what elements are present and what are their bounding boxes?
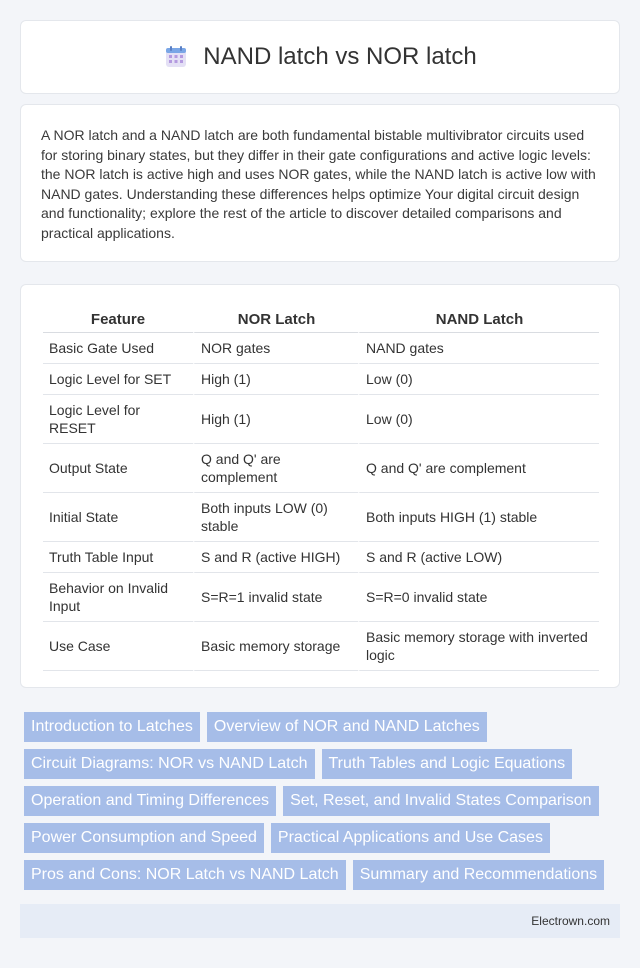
tag-truth-tables[interactable]: Truth Tables and Logic Equations (322, 749, 573, 779)
table-cell: Both inputs HIGH (1) stable (358, 493, 599, 542)
table-cell: Truth Table Input (43, 542, 193, 573)
table-cell: Basic memory storage with inverted logic (358, 622, 599, 671)
table-cell: Q and Q' are complement (193, 444, 358, 493)
calendar-icon (163, 44, 189, 70)
table-cell: S=R=1 invalid state (193, 573, 358, 622)
tag-operation-timing[interactable]: Operation and Timing Differences (24, 786, 276, 816)
table-cell: Low (0) (358, 395, 599, 444)
tag-row (24, 712, 624, 742)
intro-card (20, 104, 620, 262)
tag-row (24, 860, 624, 890)
tag-power-speed[interactable]: Power Consumption and Speed (24, 823, 264, 853)
tag-practical-applications[interactable]: Practical Applications and Use Cases (271, 823, 550, 853)
footer-brand[interactable]: Electrown.com (531, 914, 610, 928)
tag-introduction-to-latches[interactable]: Introduction to Latches (24, 712, 200, 742)
table-row (43, 444, 599, 493)
table-header: NOR Latch (193, 305, 358, 333)
page-title: NAND latch vs NOR latch (203, 43, 477, 70)
tag-pros-cons[interactable]: Pros and Cons: NOR Latch vs NAND Latch (24, 860, 346, 890)
tag-overview-nor-nand[interactable]: Overview of NOR and NAND Latches (207, 712, 487, 742)
tag-circuit-diagrams[interactable]: Circuit Diagrams: NOR vs NAND Latch (24, 749, 315, 779)
table-cell: Q and Q' are complement (358, 444, 599, 493)
comparison-table (43, 305, 599, 671)
tag-row (24, 823, 624, 853)
tag-row (24, 749, 624, 779)
table-cell: High (1) (193, 395, 358, 444)
table-cell: NAND gates (358, 333, 599, 364)
tag-set-reset-invalid[interactable]: Set, Reset, and Invalid States Comparison (283, 786, 599, 816)
table-header: Feature (43, 305, 193, 333)
table-cell: Behavior on Invalid Input (43, 573, 193, 622)
comparison-table-card (20, 284, 620, 688)
footer (20, 904, 620, 938)
tag-summary[interactable]: Summary and Recommendations (353, 860, 604, 890)
table-cell: S and R (active LOW) (358, 542, 599, 573)
table-cell: Output State (43, 444, 193, 493)
table-cell: Logic Level for SET (43, 364, 193, 395)
table-header: NAND Latch (358, 305, 599, 333)
table-cell: Initial State (43, 493, 193, 542)
title-card (20, 20, 620, 94)
table-row (43, 364, 599, 395)
table-cell: Use Case (43, 622, 193, 671)
table-cell: Basic Gate Used (43, 333, 193, 364)
table-row (43, 333, 599, 364)
table-row (43, 493, 599, 542)
table-cell: Basic memory storage (193, 622, 358, 671)
topic-tags (24, 712, 624, 897)
table-row (43, 573, 599, 622)
table-row (43, 622, 599, 671)
table-row (43, 395, 599, 444)
table-cell: Low (0) (358, 364, 599, 395)
tag-row (24, 786, 624, 816)
table-cell: S=R=0 invalid state (358, 573, 599, 622)
table-cell: High (1) (193, 364, 358, 395)
intro-paragraph: A NOR latch and a NAND latch are both fundamental bistable multivibrator circuits used for storing binary states, but they differ in their gate configurations and active logic levels: the NOR latch is active high and uses NOR gates, while the NAND latch is active low with NAND gates. Understanding these differences helps optimize Your digital circuit design and functionality; explore the rest of the article to discover detailed comparisons and practical applications. (41, 127, 596, 241)
table-cell: Both inputs LOW (0) stable (193, 493, 358, 542)
table-row (43, 542, 599, 573)
table-cell: NOR gates (193, 333, 358, 364)
table-cell: Logic Level for RESET (43, 395, 193, 444)
table-cell: S and R (active HIGH) (193, 542, 358, 573)
